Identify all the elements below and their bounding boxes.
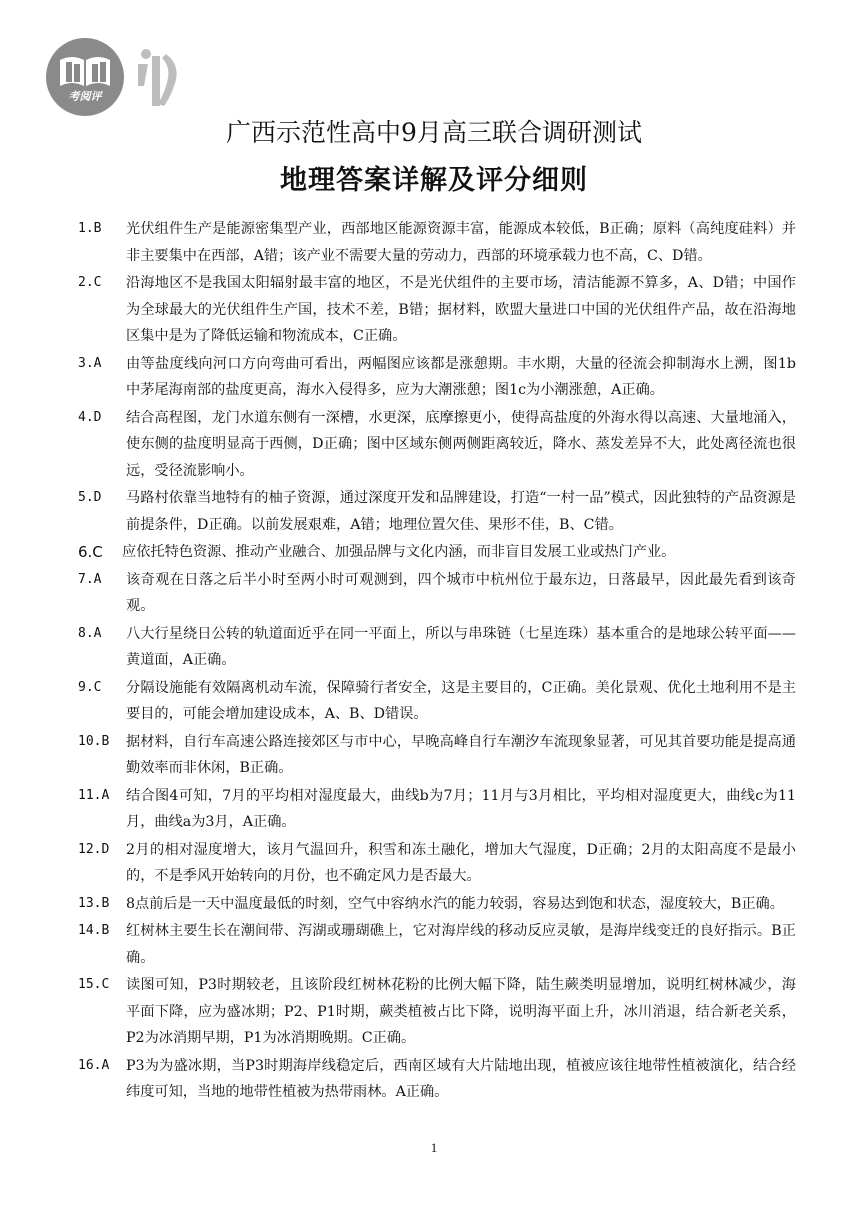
answer-explanation: 据材料，自行车高速公路连接郊区与市中心，早晚高峰自行车潮汐车流现象显著，可见其首要功能是提高通勤效率而非休闲，B正确。 [126,733,796,776]
answer-explanation: 结合高程图，龙门水道东侧有一深槽，水更深，底摩擦更小，使得高盐度的外海水得以高速、大量地涌入，使东侧的盐度明显高于西侧，D正确；图中区域东侧两侧距离较近，降水、蒸发差异不大，此处离径流也很远，受径流影响小。 [126,409,796,479]
answer-list [78,216,796,1107]
document-title: 广西示范性高中9月高三联合调研测试 [226,118,642,147]
logo-text: 考阅评 [68,90,102,103]
answer-explanation: 应依托特色资源、推动产业融合、加强品牌与文化内涵，而非盲目发展工业或热门产业。 [122,544,676,560]
answer-item [78,729,796,782]
answer-item [78,783,796,836]
answer-explanation: 马路村依靠当地特有的柚子资源，通过深度开发和品牌建设，打造“一村一品”模式，因此独特的产品资源是前提条件，D正确。以前发展艰难，A错；地理位置欠佳、果形不佳，B、C错。 [126,490,796,533]
answer-number: 16.A [78,1057,110,1073]
answer-number: 8.A [78,625,102,641]
answer-explanation: 该奇观在日落之后半小时至两小时可观测到，四个城市中杭州位于最东边，日落最早，因此最先看到该奇观。 [126,571,796,614]
answer-item [78,405,796,485]
answer-explanation: 2月的相对湿度增大，该月气温回升，积雪和冻土融化，增加大气湿度，D正确；2月的太阳高度不是最小的，不是季风开始转向的月份，也不确定风力是否最大。 [126,841,796,884]
answer-number: 1.B [78,221,102,236]
answer-explanation: 读图可知，P3时期较老，且该阶段红树林花粉的比例大幅下降，陆生蕨类明显增加，说明红树林减少，海平面下降，应为盛冰期；P2、P1时期，蕨类植被占比下降，说明海平面上升，冰川消退，结合新老关系，P2为冰消期早期，P1为冰消期晚期。C正确。 [126,977,796,1046]
answer-number: 4.D [78,409,102,425]
answer-number: 14.B [78,923,110,938]
answer-explanation: 8点前后是一天中温度最低的时刻，空气中容纳水汽的能力较弱，容易达到饱和状态，湿度较大，B正确。 [126,895,784,912]
answer-item [78,972,796,1052]
answer-item [78,675,796,728]
answer-number: 11.A [78,787,110,803]
answer-item [78,891,796,918]
answer-number: 5.D [78,490,102,505]
answer-number: 2.C [78,275,102,290]
book-logo-icon [46,38,124,116]
answer-explanation: 八大行星绕日公转的轨道面近乎在同一平面上，所以与串珠链（七星连珠）基本重合的是地球公转平面——黄道面，A正确。 [126,625,796,668]
answer-item [78,621,796,674]
answer-number: 12.D [78,841,110,857]
answer-number: 13.B [78,895,110,911]
answer-explanation: 红树林主要生长在潮间带、泻湖或珊瑚礁上，它对海岸线的移动反应灵敏，是海岸线变迁的良好指示。B正确。 [126,923,796,966]
answer-number: 7.A [78,571,102,587]
answer-item [78,485,796,538]
answer-explanation: 沿海地区不是我国太阳辐射最丰富的地区，不是光伏组件的主要市场，清洁能源不算多，A、D错；中国作为全球最大的光伏组件生产国，技术不差，B错；据材料，欧盟大量进口中国的光伏组件产品，故在沿海地区集中是为了降低运输和物流成本，C正确。 [126,275,796,344]
answer-number: 9.C [78,679,102,695]
answer-number: 3.A [78,355,102,371]
answer-explanation: 结合图4可知，7月的平均相对湿度最大，曲线b为7月；11月与3月相比，平均相对湿度更大，曲线c为11月，曲线a为3月，A正确。 [126,787,796,830]
answer-explanation: P3为为盛冰期，当P3时期海岸线稳定后，西南区域有大片陆地出现，植被应该往地带性植被演化，结合经纬度可知，当地的地带性植被为热带雨林。A正确。 [126,1057,796,1100]
answer-item [78,918,796,971]
answer-item [78,351,796,404]
document-subtitle: 地理答案详解及评分细则 [280,165,588,196]
answer-item [78,1053,796,1106]
answer-explanation: 光伏组件生产是能源密集型产业，西部地区能源资源丰富，能源成本较低，B正确；原料（高纯度硅料）并非主要集中在西部，A错；该产业不需要大量的劳动力，西部的环境承载力也不高，C、D错。 [126,221,796,264]
people-logo-icon [134,46,194,115]
answer-item [78,270,796,350]
answer-item [78,837,796,890]
page-number: 1 [430,1140,438,1155]
answer-number: 6.C [78,543,103,561]
answer-number: 10.B [78,733,110,749]
answer-number: 15.C [78,977,110,992]
logo [46,38,196,118]
answer-item [78,567,796,620]
answer-explanation: 由等盐度线向河口方向弯曲可看出，两幅图应该都是涨憩期。丰水期，大量的径流会抑制海水上溯，图1b中茅尾海南部的盐度更高，海水入侵得多，应为大潮涨憩；图1c为小潮涨憩，A正确。 [126,355,796,398]
answer-explanation: 分隔设施能有效隔离机动车流，保障骑行者安全，这是主要目的，C正确。美化景观、优化土地利用不是主要目的，可能会增加建设成本，A、B、D错误。 [126,679,796,722]
answer-item [78,539,796,566]
answer-item [78,216,796,269]
